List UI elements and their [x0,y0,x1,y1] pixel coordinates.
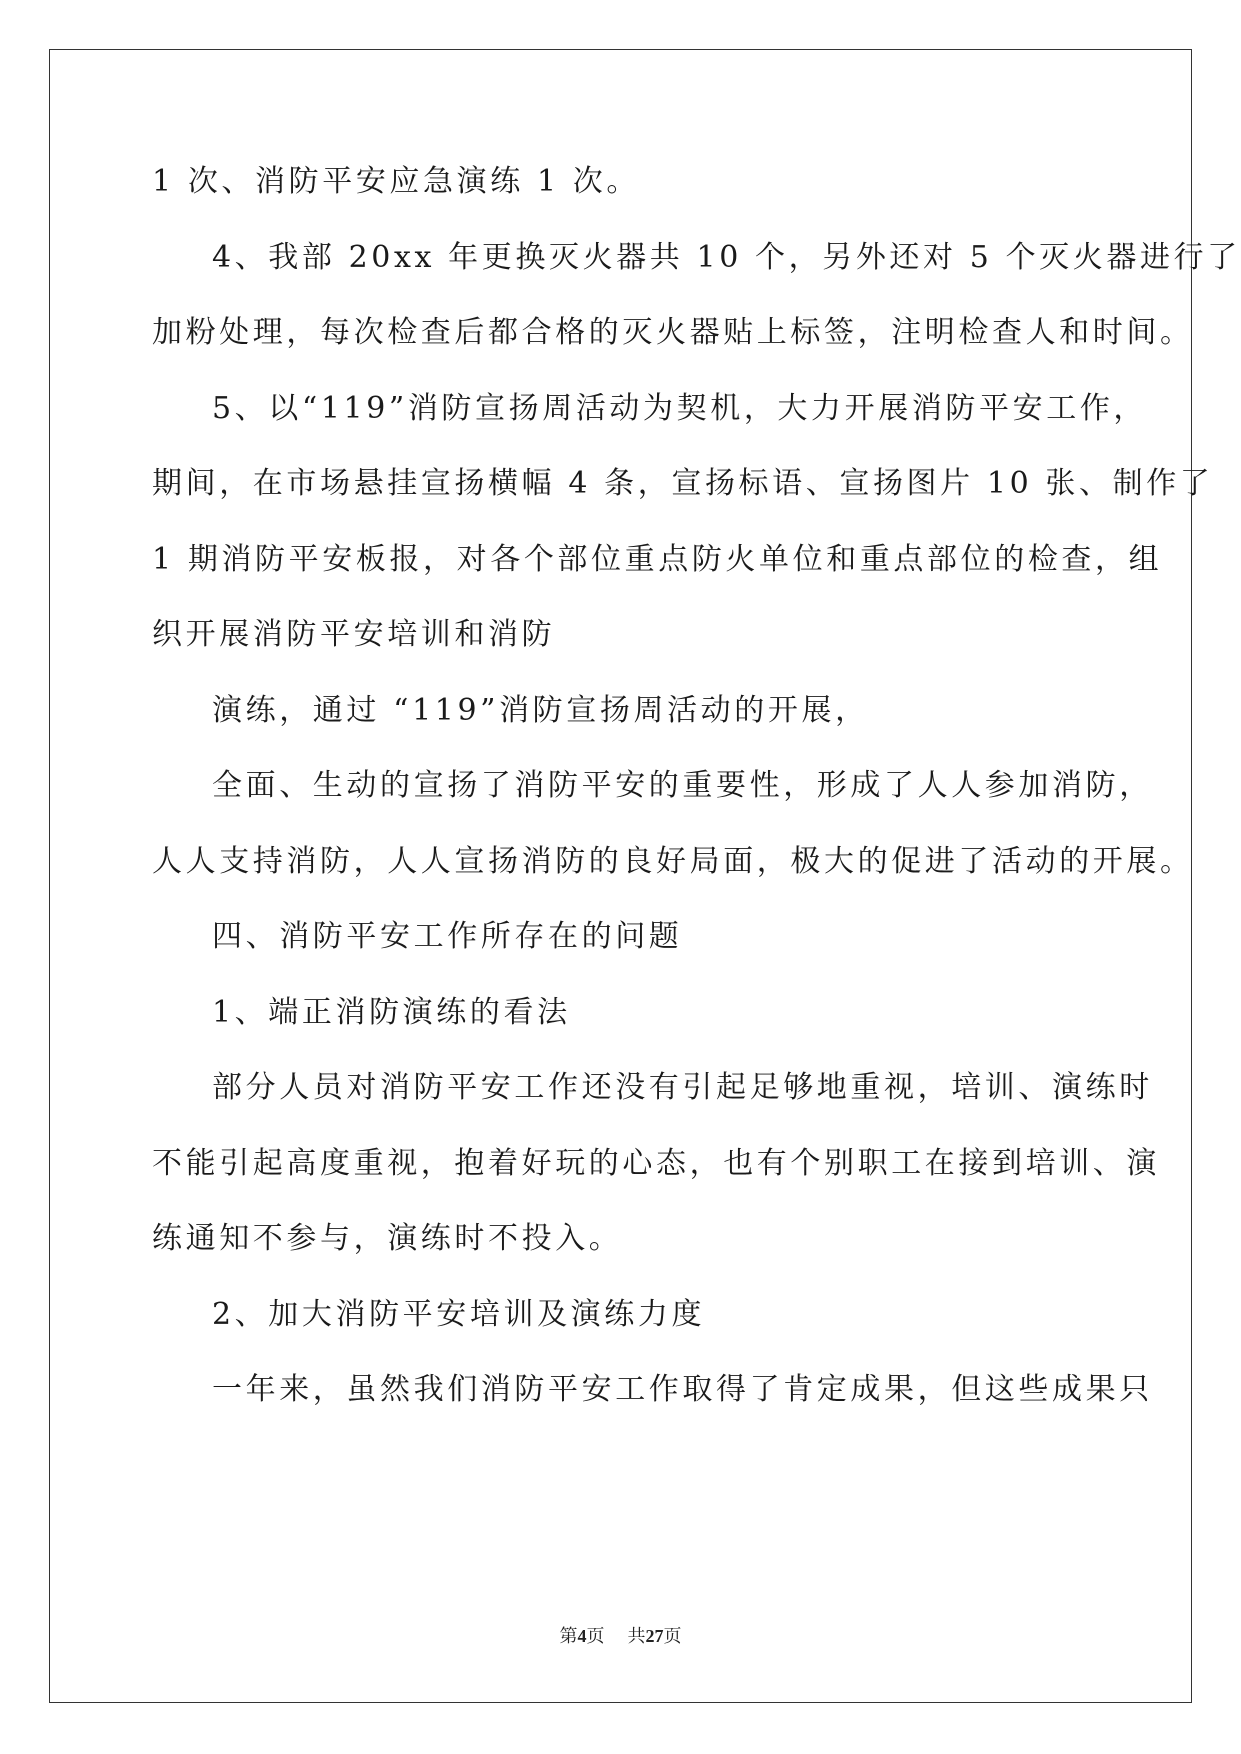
text-line: 1 期消防平安板报，对各个部位重点防火单位和重点部位的检查，组 [152,542,1163,577]
text-line: 部分人员对消防平安工作还没有引起足够地重视，培训、演练时 [212,1070,1153,1105]
text-line: 4、我部 20xx 年更换灭火器共 10 个，另外还对 5 个灭火器进行了 [212,240,1241,275]
total-label-suffix: 页 [663,1626,682,1647]
total-page-count: 27 [645,1626,664,1646]
text-line: 加粉处理，每次检查后都合格的灭火器贴上标签，注明检查人和时间。 [152,315,1194,350]
section-heading: 四、消防平安工作所存在的问题 [212,919,683,954]
text-line: 练通知不参与，演练时不投入。 [152,1221,623,1256]
text-line: 织开展消防平安培训和消防 [152,617,556,652]
text-line: 一年来，虽然我们消防平安工作取得了肯定成果，但这些成果只 [212,1372,1153,1407]
text-line: 5、以“119”消防宣扬周活动为契机，大力开展消防平安工作， [212,391,1148,426]
text-line: 期间，在市场悬挂宣扬横幅 4 条，宣扬标语、宣扬图片 10 张、制作了 [152,466,1214,501]
text-line: 人人支持消防，人人宣扬消防的良好局面，极大的促进了活动的开展。 [152,844,1194,879]
page-label-prefix: 第 [559,1626,578,1647]
subsection-heading: 2、加大消防平安培训及演练力度 [212,1297,706,1332]
page-label-suffix: 页 [586,1626,605,1647]
text-line: 演练，通过 “119”消防宣扬周活动的开展， [212,693,869,728]
subsection-heading: 1、端正消防演练的看法 [212,995,571,1030]
total-label-prefix: 共 [627,1626,646,1647]
text-line: 全面、生动的宣扬了消防平安的重要性，形成了人人参加消防， [212,768,1153,803]
page-footer [0,1624,1241,1649]
current-page-number: 4 [577,1626,587,1646]
text-line: 1 次、消防平安应急演练 1 次。 [152,164,640,199]
text-line: 不能引起高度重视，抱着好玩的心态，也有个别职工在接到培训、演 [152,1146,1160,1181]
